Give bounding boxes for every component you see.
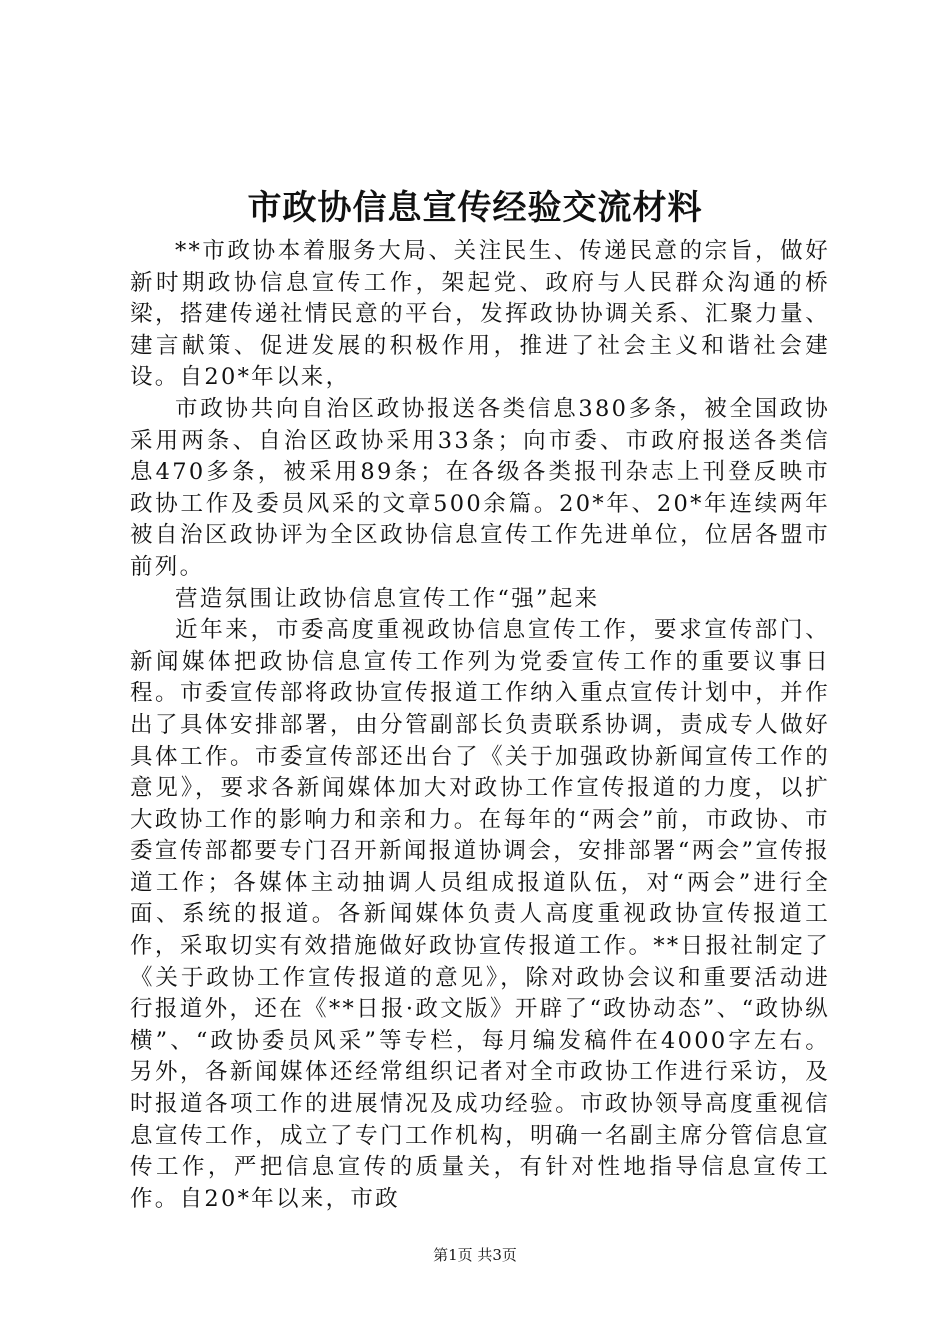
- document-title: 市政协信息宣传经验交流材料: [247, 188, 703, 228]
- page-number-footer: 第1页 共3页: [433, 1246, 517, 1264]
- document-body: [130, 236, 830, 1215]
- paragraph-intro: **市政协本着服务大局、关注民生、传递民意的宗旨，做好新时期政协信息宣传工作，架起党、政府与人民群众沟通的桥梁，搭建传递社情民意的平台，发挥政协协调关系、汇聚力量、建言献策、促进发展的积极作用，推进了社会主义和谐社会建设。自20*年以来，: [130, 238, 830, 391]
- section-heading: 营造氛围让政协信息宣传工作“强”起来: [175, 585, 600, 612]
- paragraph-section-body: 近年来，市委高度重视政协信息宣传工作，要求宣传部门、新闻媒体把政协信息宣传工作列为党委宣传工作的重要议事日程。市委宣传部将政协宣传报道工作纳入重点宣传计划中，并作出了具体安排部署，由分管副部长负责联系协调，责成专人做好具体工作。市委宣传部还出台了《关于加强政协新闻宣传工作的意见》，要求各新闻媒体加大对政协工作宣传报道的力度，以扩大政协工作的影响力和亲和力。在每年的“两会”前，市政协、市委宣传部都要专门召开新闻报道协调会，安排部署“两会”宣传报道工作；各媒体主动抽调人员组成报道队伍，对“两会”进行全面、系统的报道。各新闻媒体负责人高度重视政协宣传报道工作，采取切实有效措施做好政协宣传报道工作。**日报社制定了《关于政协工作宣传报道的意见》，除对政协会议和重要活动进行报道外，还在《**日报·政文版》开辟了“政协动态”、“政协纵横”、“政协委员风采”等专栏，每月编发稿件在4000字左右。另外，各新闻媒体还经常组织记者对全市政协工作进行采访，及时报道各项工作的进展情况及成功经验。市政协领导高度重视信息宣传工作，成立了专门工作机构，明确一名副主席分管信息宣传工作，严把信息宣传的质量关，有针对性地指导信息宣传工作。自20*年以来，市政: [130, 617, 830, 1212]
- paragraph-statistics: 市政协共向自治区政协报送各类信息380多条，被全国政协采用两条、自治区政协采用33条；向市委、市政府报送各类信息470多条，被采用89条；在各级各类报刊杂志上刊登反映市政协工作及委员风采的文章500余篇。20*年、20*年连续两年被自治区政协评为全区政协信息宣传工作先进单位，位居各盟市前列。: [130, 395, 830, 580]
